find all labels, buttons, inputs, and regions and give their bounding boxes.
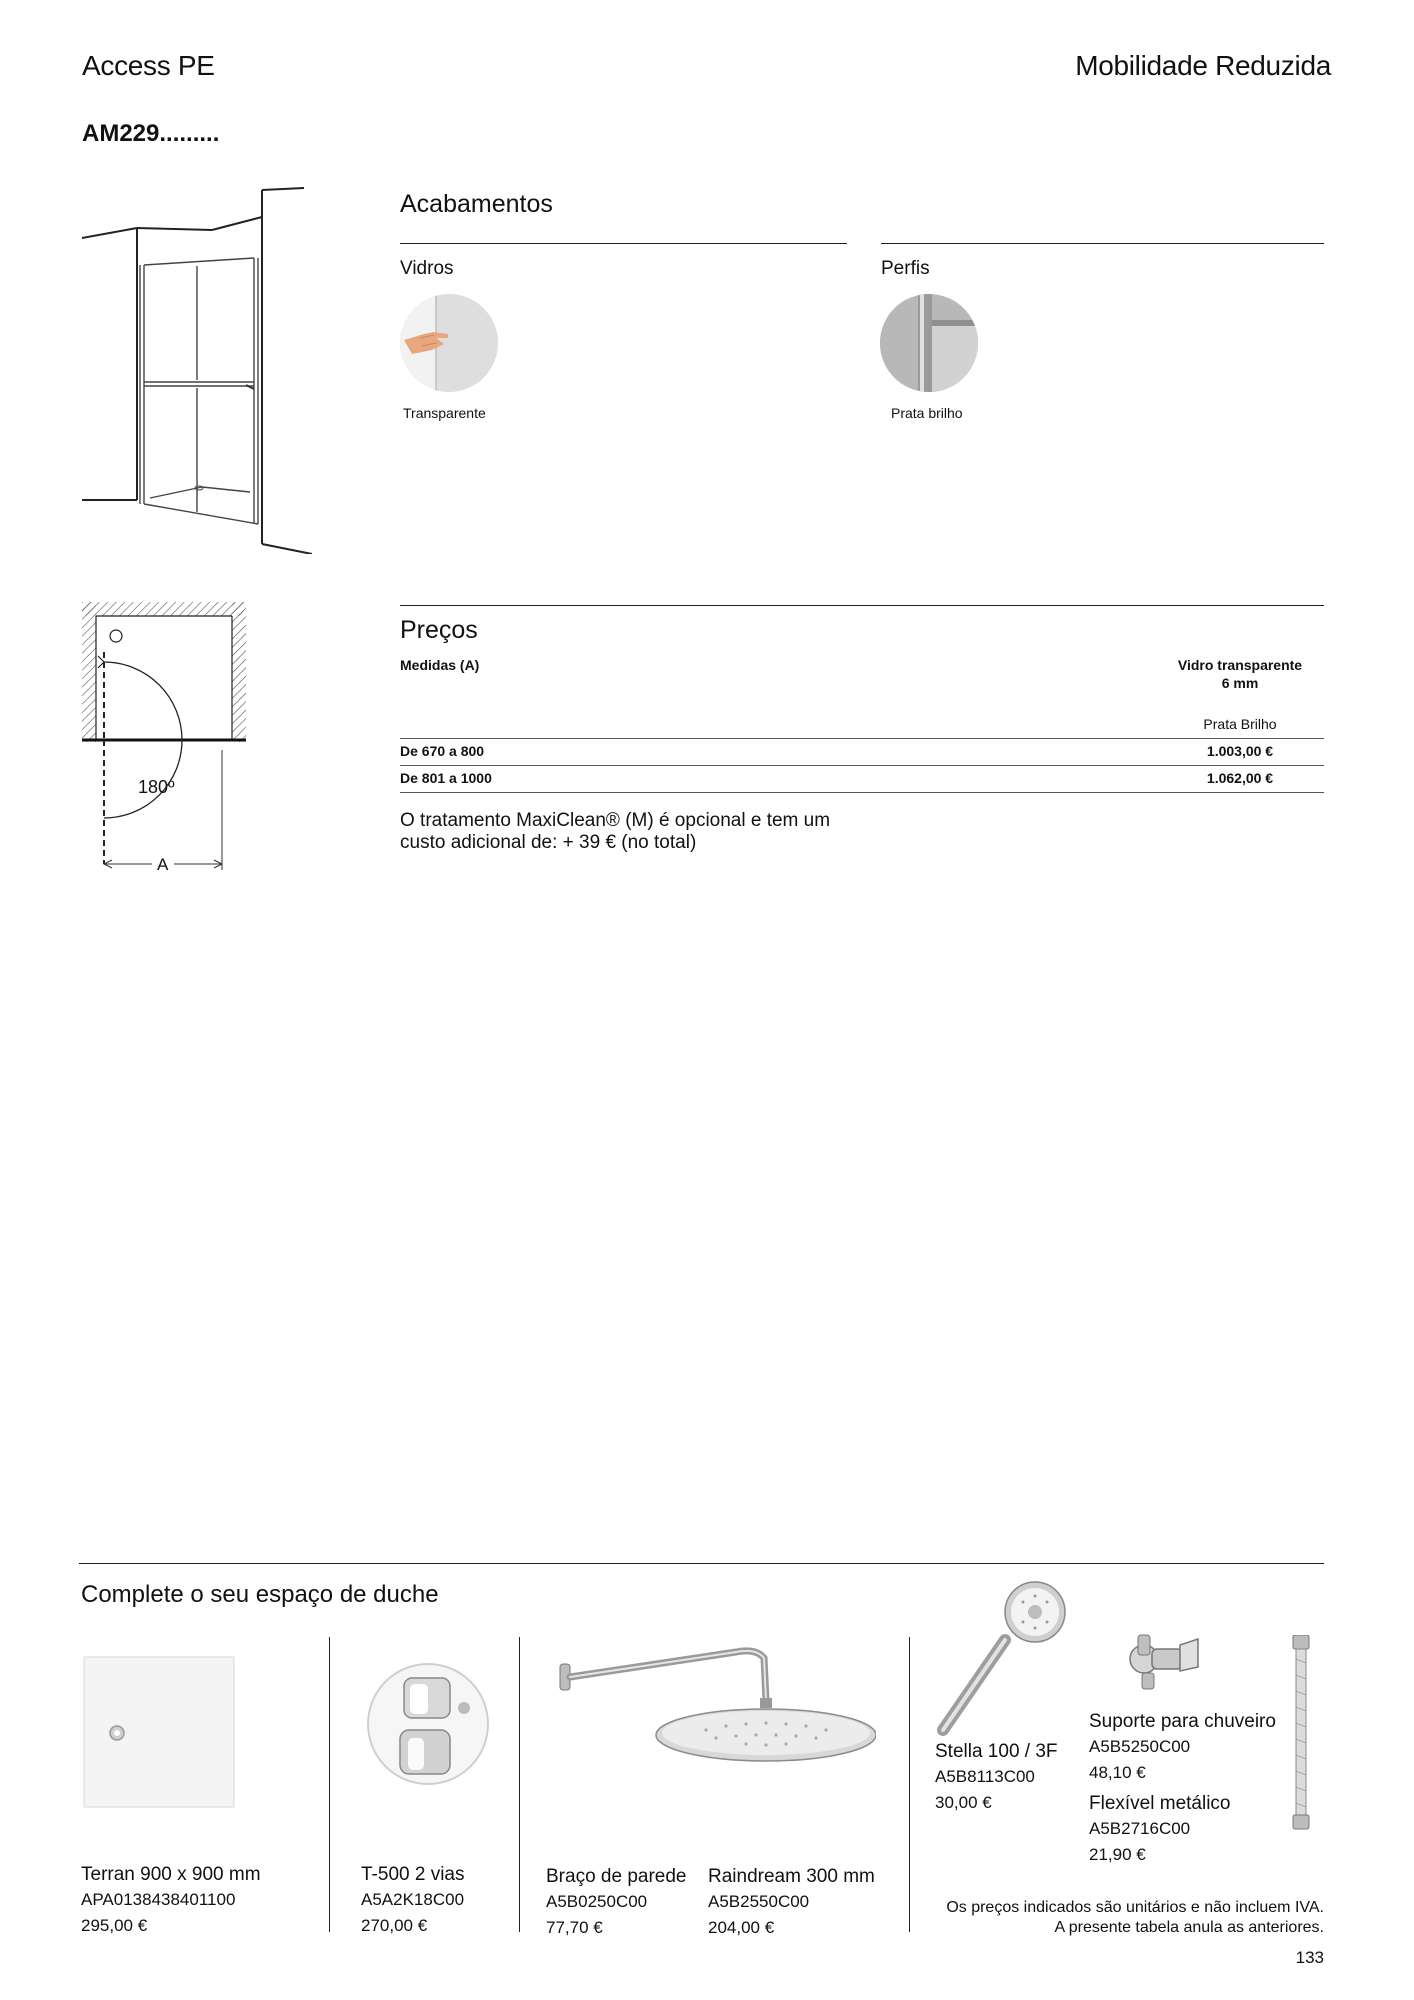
product-price: 204,00 € xyxy=(708,1918,775,1937)
complete-top-rule xyxy=(79,1563,1324,1564)
col-measures-header: Medidas (A) xyxy=(400,657,480,673)
maxiclean-note-line1: O tratamento MaxiClean® (M) é opcional e tem um xyxy=(400,810,831,831)
finishes-profile-rule xyxy=(881,243,1324,244)
product-name: Raindream 300 mm xyxy=(708,1866,875,1887)
glass-heading: Vidros xyxy=(400,258,454,279)
hand-shower-image xyxy=(935,1580,1075,1740)
product-price: 21,90 € xyxy=(1089,1845,1146,1864)
product-code: APA0138438401100 xyxy=(81,1890,236,1909)
glass-hand-image xyxy=(400,294,498,392)
product-code: A5B2550C00 xyxy=(708,1892,810,1911)
product-code: A5B5250C00 xyxy=(1089,1737,1191,1756)
shower-perspective-drawing xyxy=(82,182,322,554)
prices-title: Preços xyxy=(400,616,478,644)
terran-tray-image xyxy=(82,1655,236,1809)
product-separator xyxy=(909,1637,910,1932)
row-price: 1.062,00 € xyxy=(1206,770,1274,786)
metal-hose-image xyxy=(1290,1635,1312,1831)
thermostat-valve-image xyxy=(360,1660,492,1800)
page-number: 133 xyxy=(1295,1948,1324,1967)
product-code: A5B8113C00 xyxy=(935,1767,1035,1786)
row-price: 1.003,00 € xyxy=(1206,743,1274,759)
product-code: A5B0250C00 xyxy=(546,1892,648,1911)
glass-option-label: Transparente xyxy=(403,405,486,421)
product-name: Flexível metálico xyxy=(1089,1793,1231,1814)
header-left-title: Access PE xyxy=(82,50,215,81)
table-rule xyxy=(400,792,1324,793)
col-finish-header: Prata Brilho xyxy=(1203,716,1277,732)
col-glass-header-line2: 6 mm xyxy=(1221,675,1259,691)
plan-dimension-label: A xyxy=(157,855,169,874)
product-code: A5B2716C00 xyxy=(1089,1819,1191,1838)
product-name: Stella 100 / 3F xyxy=(935,1741,1058,1762)
profile-silver-image xyxy=(880,294,978,392)
product-price: 295,00 € xyxy=(81,1916,148,1935)
glass-swatch[interactable] xyxy=(400,294,498,392)
complete-title: Complete o seu espaço de duche xyxy=(81,1581,439,1608)
plan-drawing xyxy=(82,602,252,874)
product-code: AM229......... xyxy=(82,120,220,147)
plan-angle-label: 180º xyxy=(138,777,175,797)
maxiclean-note-line2: custo adicional de: + 39 € (no total) xyxy=(400,832,697,853)
product-price: 77,70 € xyxy=(546,1918,603,1937)
row-range: De 801 a 1000 xyxy=(400,770,492,786)
product-name: T-500 2 vias xyxy=(361,1864,465,1885)
product-price: 48,10 € xyxy=(1089,1763,1146,1782)
product-name: Terran 900 x 900 mm xyxy=(81,1864,261,1885)
profile-heading: Perfis xyxy=(881,258,930,279)
table-rule xyxy=(400,765,1324,766)
product-separator xyxy=(519,1637,520,1932)
profile-swatch[interactable] xyxy=(880,294,978,392)
footer-table-note: A presente tabela anula as anteriores. xyxy=(1054,1919,1324,1936)
finishes-title: Acabamentos xyxy=(400,190,553,218)
finishes-glass-rule xyxy=(400,243,847,244)
wall-arm-raindream-image xyxy=(556,1640,876,1765)
product-name: Braço de parede xyxy=(546,1866,687,1887)
footer-vat-note: Os preços indicados são unitários e não incluem IVA. xyxy=(946,1899,1324,1916)
row-range: De 670 a 800 xyxy=(400,743,485,759)
prices-top-rule xyxy=(400,605,1324,606)
profile-option-label: Prata brilho xyxy=(891,405,963,421)
product-price: 270,00 € xyxy=(361,1916,428,1935)
product-code: A5A2K18C00 xyxy=(361,1890,465,1909)
shower-holder-image xyxy=(1122,1625,1206,1695)
col-glass-header-line1: Vidro transparente xyxy=(1177,657,1303,673)
product-name: Suporte para chuveiro xyxy=(1089,1711,1276,1732)
table-rule xyxy=(400,738,1324,739)
product-price: 30,00 € xyxy=(935,1793,992,1812)
header-right-title: Mobilidade Reduzida xyxy=(1075,50,1331,81)
product-separator xyxy=(329,1637,330,1932)
